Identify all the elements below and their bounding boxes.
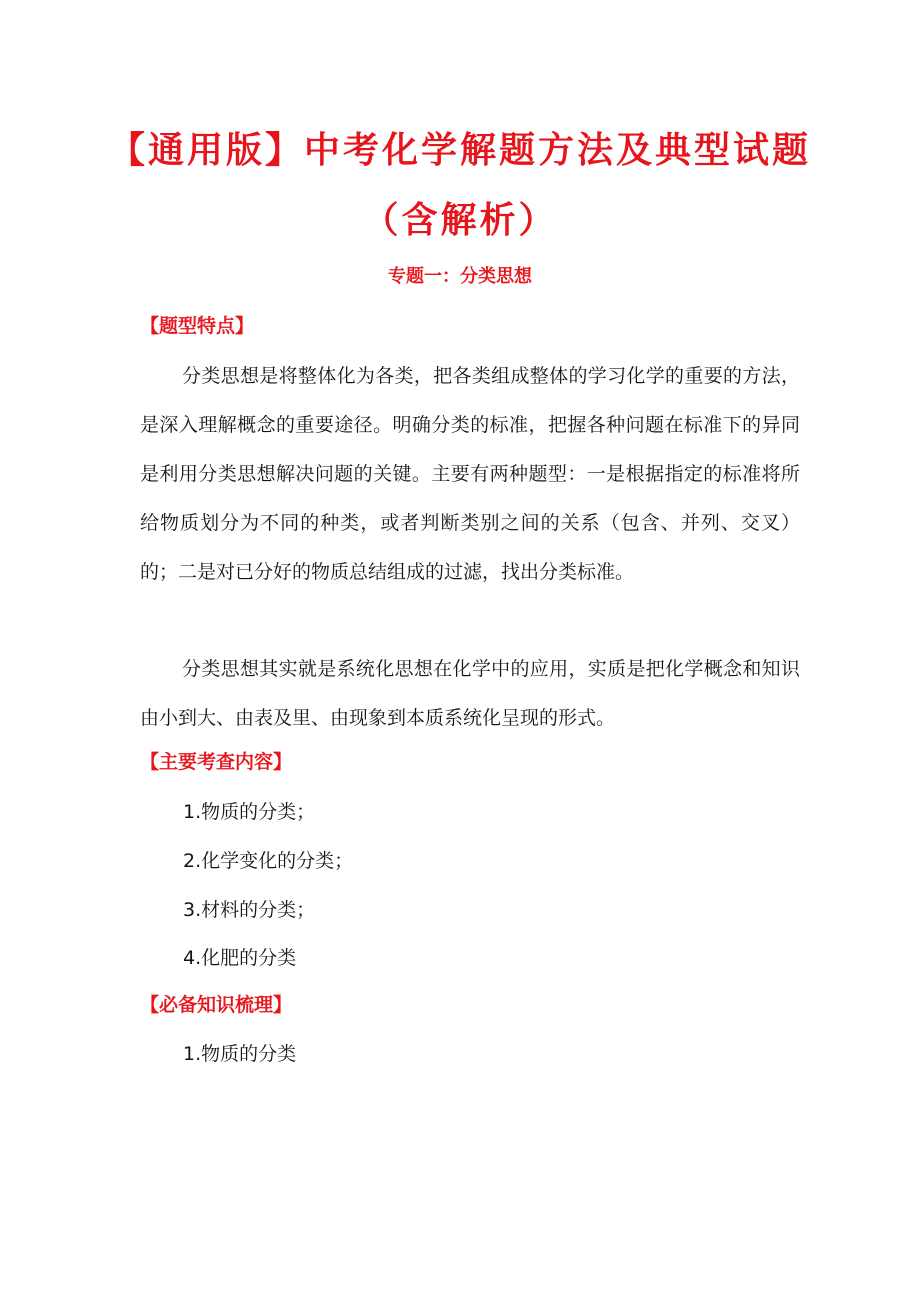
list-item: 2.化学变化的分类；	[183, 850, 354, 872]
document-title-line1: 【通用版】中考化学解题方法及典型试题	[108, 129, 811, 171]
list-item: 1.物质的分类	[183, 1043, 297, 1065]
section-heading-knowledge: 【必备知识梳理】	[140, 994, 293, 1016]
list-item: 3.材料的分类；	[183, 899, 316, 921]
paragraph-features-2: 分类思想其实就是系统化思想在化学中的应用，实质是把化学概念和知识由小到大、由表及里、由现象到本质系统化呈现的形式。	[140, 658, 800, 729]
paragraph-features-1: 分类思想是将整体化为各类，把各类组成整体的学习化学的重要的方法，是深入理解概念的重要途径。明确分类的标准，把握各种问题在标准下的异同是利用分类思想解决问题的关键。主要有两种题型：一是根据指定的标准将所给物质划分为不同的种类，或者判断类别之间的关系（包含、并列、交叉）的；二是对已分好的物质总结组成的过滤，找出分类标准。	[140, 365, 800, 583]
section-heading-features: 【题型特点】	[140, 315, 255, 337]
section-heading-exam-content: 【主要考查内容】	[140, 751, 293, 773]
list-item: 4.化肥的分类	[183, 947, 297, 969]
topic-heading: 专题一：分类思想	[388, 266, 532, 287]
list-item: 1.物质的分类；	[183, 801, 316, 823]
document-title-line2: （含解析）	[362, 199, 558, 241]
